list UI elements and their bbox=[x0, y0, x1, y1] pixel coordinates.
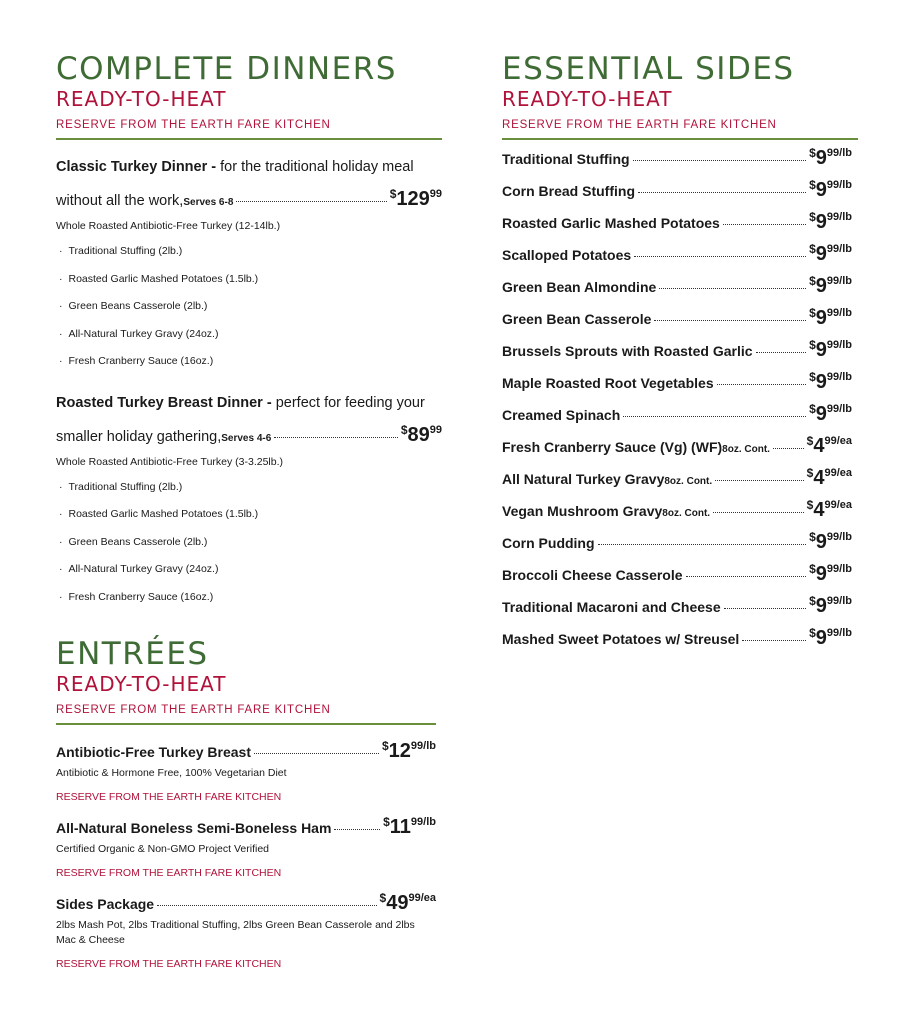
dinner-turkey: Whole Roasted Antibiotic-Free Turkey (3-3.25lb.) bbox=[56, 455, 284, 468]
price bbox=[383, 815, 436, 839]
dot-leader bbox=[724, 608, 806, 609]
side-list bbox=[502, 146, 852, 658]
side-name: Green Bean Almondine bbox=[502, 279, 657, 295]
price-cents: 99/ea bbox=[408, 892, 436, 904]
price bbox=[809, 242, 852, 266]
price bbox=[382, 739, 436, 763]
currency-symbol: $ bbox=[809, 210, 816, 224]
entree-item bbox=[56, 739, 436, 803]
price-cents: 99/lb bbox=[826, 211, 852, 223]
currency-symbol: $ bbox=[806, 498, 814, 512]
dinner-turkey: Whole Roasted Antibiotic-Free Turkey (12-14lb.) bbox=[56, 220, 281, 232]
serves-note: Serves 4-6 bbox=[221, 432, 272, 444]
price bbox=[809, 562, 852, 586]
price-cents: 99/lb bbox=[826, 531, 852, 543]
price bbox=[809, 338, 852, 362]
currency-symbol: $ bbox=[383, 815, 390, 829]
price-cents: 99/lb bbox=[826, 563, 852, 575]
currency-symbol: $ bbox=[809, 562, 816, 576]
dot-leader bbox=[598, 544, 807, 545]
entree-desc: Certified Organic & Non-GMO Project Verified bbox=[56, 843, 269, 855]
dinner-title-line bbox=[56, 154, 442, 181]
price-cents: 99/lb bbox=[826, 147, 852, 159]
price-cents: 99/lb bbox=[826, 595, 852, 607]
price-dollars: 9 bbox=[815, 243, 827, 265]
section-subtitle: READY-TO-HEAT bbox=[56, 672, 227, 696]
currency-symbol: $ bbox=[809, 594, 816, 608]
price-dollars: 9 bbox=[815, 531, 827, 553]
entrees-section bbox=[56, 638, 436, 970]
included-item: · Green Beans Casserole (2lb.) bbox=[56, 529, 442, 557]
side-name: Corn Bread Stuffing bbox=[502, 183, 635, 199]
side-item bbox=[502, 178, 852, 210]
dot-leader bbox=[686, 576, 807, 577]
side-name: Traditional Macaroni and Cheese bbox=[502, 599, 721, 615]
dinner-item bbox=[56, 154, 442, 376]
dot-leader bbox=[715, 480, 804, 481]
divider bbox=[56, 138, 442, 140]
side-name: Vegan Mushroom Gravy bbox=[502, 503, 663, 519]
side-name: Brussels Sprouts with Roasted Garlic bbox=[502, 343, 753, 359]
side-name: Fresh Cranberry Sauce (Vg) (WF) bbox=[502, 439, 723, 455]
essential-sides-section bbox=[502, 53, 858, 658]
price bbox=[809, 594, 852, 618]
side-name: Mashed Sweet Potatoes w/ Streusel bbox=[502, 631, 740, 647]
dinner-title-line bbox=[56, 390, 442, 417]
side-item bbox=[502, 338, 852, 370]
side-item bbox=[502, 594, 852, 626]
currency-symbol: $ bbox=[809, 274, 816, 288]
dot-leader bbox=[756, 352, 807, 353]
currency-symbol: $ bbox=[809, 370, 816, 384]
divider bbox=[56, 723, 436, 725]
reserve-note: RESERVE FROM THE EARTH FARE KITCHEN bbox=[56, 958, 282, 970]
dinner-name: Roasted Turkey Breast Dinner - bbox=[56, 394, 272, 411]
price-cents: 99/lb bbox=[826, 243, 852, 255]
side-name: Maple Roasted Root Vegetables bbox=[502, 375, 714, 391]
price-cents: 99/lb bbox=[826, 307, 852, 319]
price-dollars: 9 bbox=[815, 179, 827, 201]
entree-name: Antibiotic-Free Turkey Breast bbox=[56, 744, 252, 760]
side-name: Green Bean Casserole bbox=[502, 311, 652, 327]
dot-leader bbox=[713, 512, 804, 513]
price-cents: 99 bbox=[429, 188, 442, 200]
included-item: · All-Natural Turkey Gravy (24oz.) bbox=[56, 556, 442, 584]
price bbox=[380, 891, 436, 915]
dinner-serves-line bbox=[56, 181, 442, 216]
price-dollars: 9 bbox=[815, 595, 827, 617]
side-item bbox=[502, 466, 852, 498]
price-cents: 99/lb bbox=[826, 403, 852, 415]
dot-leader bbox=[633, 160, 807, 161]
dot-leader bbox=[659, 288, 806, 289]
price-dollars: 9 bbox=[815, 563, 827, 585]
dot-leader bbox=[623, 416, 806, 417]
price-cents: 99/lb bbox=[826, 275, 852, 287]
price-dollars: 9 bbox=[815, 275, 827, 297]
side-name: All Natural Turkey Gravy bbox=[502, 471, 665, 487]
currency-symbol: $ bbox=[809, 402, 816, 416]
included-item: · Fresh Cranberry Sauce (16oz.) bbox=[56, 348, 442, 376]
dinner-desc: for the traditional holiday meal bbox=[216, 159, 414, 175]
price bbox=[809, 626, 852, 650]
dinner-desc: perfect for feeding your bbox=[271, 394, 425, 411]
dinner-serves-line bbox=[56, 417, 442, 452]
price-dollars: 9 bbox=[815, 147, 827, 169]
price-cents: 99/lb bbox=[410, 740, 436, 752]
currency-symbol: $ bbox=[806, 466, 814, 480]
price-cents: 99 bbox=[429, 423, 442, 436]
dot-leader bbox=[723, 224, 806, 225]
currency-symbol: $ bbox=[379, 891, 387, 905]
side-item bbox=[502, 242, 852, 274]
price-cents: 99/ea bbox=[824, 435, 852, 447]
entree-row bbox=[56, 815, 436, 839]
price-cents: 99/lb bbox=[826, 371, 852, 383]
section-title: ESSENTIAL SIDES bbox=[502, 51, 795, 87]
entree-name: Sides Package bbox=[56, 896, 155, 912]
price-dollars: 9 bbox=[815, 403, 827, 425]
side-item bbox=[502, 210, 852, 242]
dot-leader bbox=[334, 829, 380, 830]
entree-row bbox=[56, 739, 436, 763]
dinner-list bbox=[56, 154, 442, 611]
price-dollars: 9 bbox=[815, 339, 827, 361]
price-cents: 99/lb bbox=[826, 339, 852, 351]
price bbox=[807, 466, 852, 490]
dinner-desc: smaller holiday gathering, bbox=[56, 428, 222, 445]
dinner-item bbox=[56, 390, 442, 612]
dot-leader bbox=[274, 437, 398, 438]
currency-symbol: $ bbox=[809, 242, 816, 256]
side-note: 8oz. Cont. bbox=[664, 476, 713, 487]
dinner-name: Classic Turkey Dinner - bbox=[56, 159, 217, 175]
price-dollars: 9 bbox=[815, 211, 827, 233]
included-item: · Traditional Stuffing (2lb.) bbox=[56, 238, 442, 266]
reserve-note: RESERVE FROM THE EARTH FARE KITCHEN bbox=[502, 119, 777, 131]
dot-leader bbox=[742, 640, 806, 641]
currency-symbol: $ bbox=[381, 739, 389, 753]
price-dollars: 4 bbox=[813, 467, 825, 489]
reserve-note: RESERVE FROM THE EARTH FARE KITCHEN bbox=[56, 704, 331, 716]
side-name: Roasted Garlic Mashed Potatoes bbox=[502, 215, 720, 231]
side-item bbox=[502, 146, 852, 178]
currency-symbol: $ bbox=[809, 338, 816, 352]
price-dollars: 4 bbox=[813, 499, 825, 521]
side-name: Scalloped Potatoes bbox=[502, 247, 632, 263]
entree-row bbox=[56, 891, 436, 915]
reserve-note: RESERVE FROM THE EARTH FARE KITCHEN bbox=[56, 791, 282, 803]
side-item bbox=[502, 306, 852, 338]
included-item: · Green Beans Casserole (2lb.) bbox=[56, 293, 442, 321]
dot-leader bbox=[254, 753, 379, 754]
dot-leader bbox=[157, 905, 376, 906]
price-dollars: 49 bbox=[386, 892, 409, 914]
section-subtitle: READY-TO-HEAT bbox=[502, 87, 673, 111]
price bbox=[390, 181, 442, 213]
reserve-note: RESERVE FROM THE EARTH FARE KITCHEN bbox=[56, 119, 331, 131]
price-cents: 99/lb bbox=[410, 816, 436, 828]
side-item bbox=[502, 562, 852, 594]
price bbox=[809, 530, 852, 554]
entree-desc: Antibiotic & Hormone Free, 100% Vegetarian Diet bbox=[56, 767, 287, 779]
price bbox=[809, 210, 852, 234]
currency-symbol: $ bbox=[809, 530, 816, 544]
dot-leader bbox=[717, 384, 807, 385]
included-item: · Traditional Stuffing (2lb.) bbox=[56, 474, 442, 502]
price-dollars: 11 bbox=[389, 816, 411, 838]
price bbox=[401, 417, 442, 449]
currency-symbol: $ bbox=[809, 306, 816, 320]
dot-leader bbox=[654, 320, 806, 321]
price-dollars: 9 bbox=[815, 307, 827, 329]
price bbox=[807, 498, 852, 522]
currency-symbol: $ bbox=[809, 178, 816, 192]
side-name: Broccoli Cheese Casserole bbox=[502, 567, 683, 583]
section-title: COMPLETE DINNERS bbox=[56, 51, 397, 87]
side-note: 8oz. Cont. bbox=[722, 444, 770, 455]
dot-leader bbox=[236, 201, 386, 202]
reserve-note: RESERVE FROM THE EARTH FARE KITCHEN bbox=[56, 867, 282, 879]
entree-item bbox=[56, 891, 436, 970]
entree-item bbox=[56, 815, 436, 879]
side-note: 8oz. Cont. bbox=[662, 508, 711, 519]
price-dollars: 9 bbox=[815, 627, 827, 649]
included-item: · All-Natural Turkey Gravy (24oz.) bbox=[56, 321, 442, 349]
entree-desc: 2lbs Mash Pot, 2lbs Traditional Stuffing, 2lbs Green Bean Casserole and 2lbs Mac & Cheese bbox=[56, 919, 415, 946]
section-subtitle: READY-TO-HEAT bbox=[56, 87, 227, 111]
side-name: Corn Pudding bbox=[502, 535, 595, 551]
dot-leader bbox=[773, 448, 804, 449]
currency-symbol: $ bbox=[809, 626, 816, 640]
currency-symbol: $ bbox=[400, 422, 408, 437]
price-dollars: 129 bbox=[396, 188, 430, 210]
price-cents: 99/ea bbox=[824, 467, 852, 479]
currency-symbol: $ bbox=[389, 187, 397, 201]
included-item: · Roasted Garlic Mashed Potatoes (1.5lb.) bbox=[56, 266, 442, 294]
side-item bbox=[502, 626, 852, 658]
price bbox=[809, 402, 852, 426]
side-item bbox=[502, 370, 852, 402]
divider bbox=[502, 138, 858, 140]
serves-note: Serves 6-8 bbox=[183, 197, 234, 208]
price-dollars: 12 bbox=[388, 740, 411, 762]
price-cents: 99/ea bbox=[824, 499, 852, 511]
side-item bbox=[502, 434, 852, 466]
side-item bbox=[502, 274, 852, 306]
dot-leader bbox=[634, 256, 806, 257]
price bbox=[809, 146, 852, 170]
price-cents: 99/lb bbox=[826, 179, 852, 191]
included-item: · Fresh Cranberry Sauce (16oz.) bbox=[56, 584, 442, 612]
side-name: Traditional Stuffing bbox=[502, 151, 630, 167]
price-dollars: 9 bbox=[815, 371, 827, 393]
price-dollars: 89 bbox=[407, 423, 430, 446]
entree-name: All-Natural Boneless Semi-Boneless Ham bbox=[56, 820, 332, 836]
entree-list bbox=[56, 739, 436, 970]
included-item: · Roasted Garlic Mashed Potatoes (1.5lb.) bbox=[56, 501, 442, 529]
dinner-desc: without all the work, bbox=[56, 193, 184, 209]
complete-dinners-section bbox=[56, 53, 442, 611]
side-item bbox=[502, 402, 852, 434]
price bbox=[809, 274, 852, 298]
currency-symbol: $ bbox=[809, 146, 816, 160]
price bbox=[807, 434, 852, 458]
price-dollars: 4 bbox=[813, 435, 825, 457]
currency-symbol: $ bbox=[806, 434, 814, 448]
section-title: ENTRÉES bbox=[56, 636, 209, 672]
side-name: Creamed Spinach bbox=[502, 407, 621, 423]
dot-leader bbox=[638, 192, 806, 193]
side-item bbox=[502, 530, 852, 562]
price bbox=[809, 370, 852, 394]
side-item bbox=[502, 498, 852, 530]
price bbox=[809, 178, 852, 202]
price-cents: 99/lb bbox=[826, 627, 852, 639]
price bbox=[809, 306, 852, 330]
